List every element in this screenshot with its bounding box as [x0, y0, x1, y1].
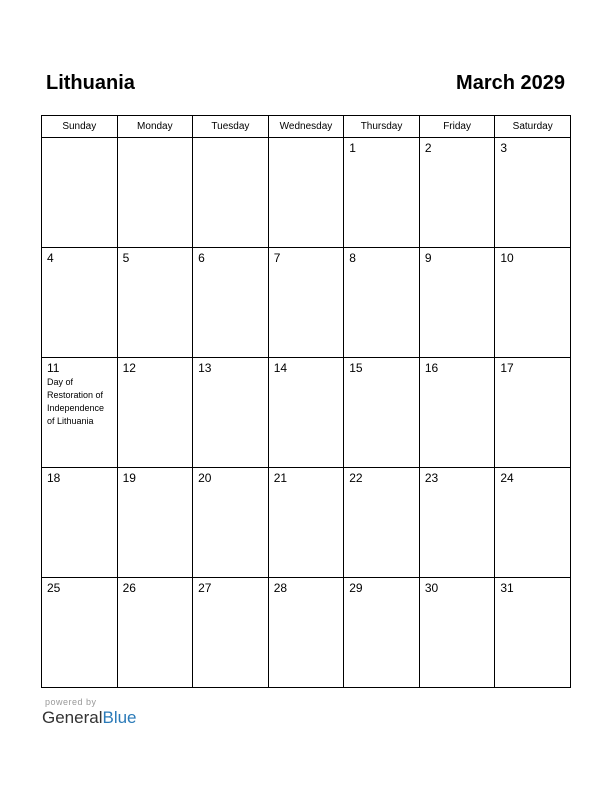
day-number: 7 — [273, 251, 281, 265]
day-number: 28 — [273, 581, 288, 595]
day-number: 1 — [349, 141, 356, 155]
day-number: 9 — [424, 251, 432, 265]
day-cell — [42, 358, 118, 468]
day-number: 18 — [47, 471, 61, 485]
logo-blue-text: Blue — [102, 708, 137, 727]
day-number: 26 — [122, 581, 136, 595]
weekday-header: Thursday — [344, 116, 420, 138]
week-row — [42, 138, 571, 248]
day-cell — [344, 468, 420, 578]
day-number: 13 — [198, 361, 212, 375]
day-number: 10 — [500, 251, 514, 265]
day-cell — [344, 138, 420, 248]
day-cell — [193, 468, 269, 578]
day-number: 27 — [198, 581, 212, 595]
day-number: 6 — [198, 251, 205, 265]
day-number: 14 — [273, 361, 288, 375]
day-cell — [495, 578, 571, 688]
day-number: 22 — [349, 471, 363, 485]
calendar-grid — [41, 115, 571, 688]
day-cell — [117, 248, 193, 358]
calendar-month-title: March 2029 — [456, 72, 565, 94]
weekday-header: Sunday — [42, 116, 118, 138]
day-number: 29 — [349, 581, 363, 595]
day-number: 11 — [47, 361, 60, 375]
day-cell — [117, 138, 193, 248]
day-number: 20 — [198, 471, 212, 485]
day-cell — [193, 248, 269, 358]
day-cell — [495, 248, 571, 358]
day-number: 4 — [47, 251, 54, 265]
generalblue-logo — [42, 708, 137, 728]
week-row — [42, 358, 571, 468]
day-number: 25 — [47, 581, 61, 595]
day-number: 16 — [424, 361, 439, 375]
day-cell — [268, 578, 344, 688]
day-cell — [495, 468, 571, 578]
weekday-header-row — [42, 116, 571, 138]
day-cell — [42, 138, 118, 248]
day-number: 19 — [122, 471, 136, 485]
powered-by-text: powered by — [45, 697, 97, 707]
day-cell — [419, 468, 495, 578]
day-number: 2 — [424, 141, 432, 155]
day-cell — [193, 138, 269, 248]
week-row — [42, 468, 571, 578]
day-cell — [419, 578, 495, 688]
day-cell — [42, 248, 118, 358]
calendar-body — [42, 138, 571, 688]
day-cell — [419, 248, 495, 358]
day-cell — [42, 578, 118, 688]
day-number: 30 — [424, 581, 439, 595]
holiday-label: Day of Restoration of Independence of Lithuania — [47, 377, 105, 426]
day-cell — [419, 358, 495, 468]
day-cell — [344, 358, 420, 468]
day-cell — [495, 138, 571, 248]
day-cell — [117, 468, 193, 578]
day-number: 5 — [122, 251, 130, 265]
weekday-header: Tuesday — [193, 116, 269, 138]
day-cell — [268, 468, 344, 578]
day-cell — [117, 578, 193, 688]
day-cell — [344, 578, 420, 688]
day-cell — [344, 248, 420, 358]
day-cell — [117, 358, 193, 468]
day-cell — [419, 138, 495, 248]
day-number: 31 — [500, 581, 514, 595]
logo-general-text: General — [42, 708, 103, 727]
week-row — [42, 578, 571, 688]
day-number: 15 — [349, 361, 363, 375]
day-number: 12 — [122, 361, 136, 375]
day-cell — [268, 248, 344, 358]
calendar-country-title: Lithuania — [46, 72, 135, 94]
day-number: 17 — [500, 361, 514, 375]
day-cell — [193, 358, 269, 468]
day-number: 23 — [424, 471, 439, 485]
day-number: 3 — [500, 141, 508, 155]
day-number: 24 — [500, 471, 514, 485]
week-row — [42, 248, 571, 358]
weekday-header: Friday — [419, 116, 495, 138]
day-number: 8 — [349, 251, 356, 265]
weekday-header: Monday — [117, 116, 193, 138]
day-cell — [495, 358, 571, 468]
weekday-header: Saturday — [495, 116, 571, 138]
day-cell — [42, 468, 118, 578]
day-cell — [268, 358, 344, 468]
day-cell — [193, 578, 269, 688]
day-cell — [268, 138, 344, 248]
weekday-header: Wednesday — [268, 116, 344, 138]
day-number: 21 — [273, 471, 288, 485]
